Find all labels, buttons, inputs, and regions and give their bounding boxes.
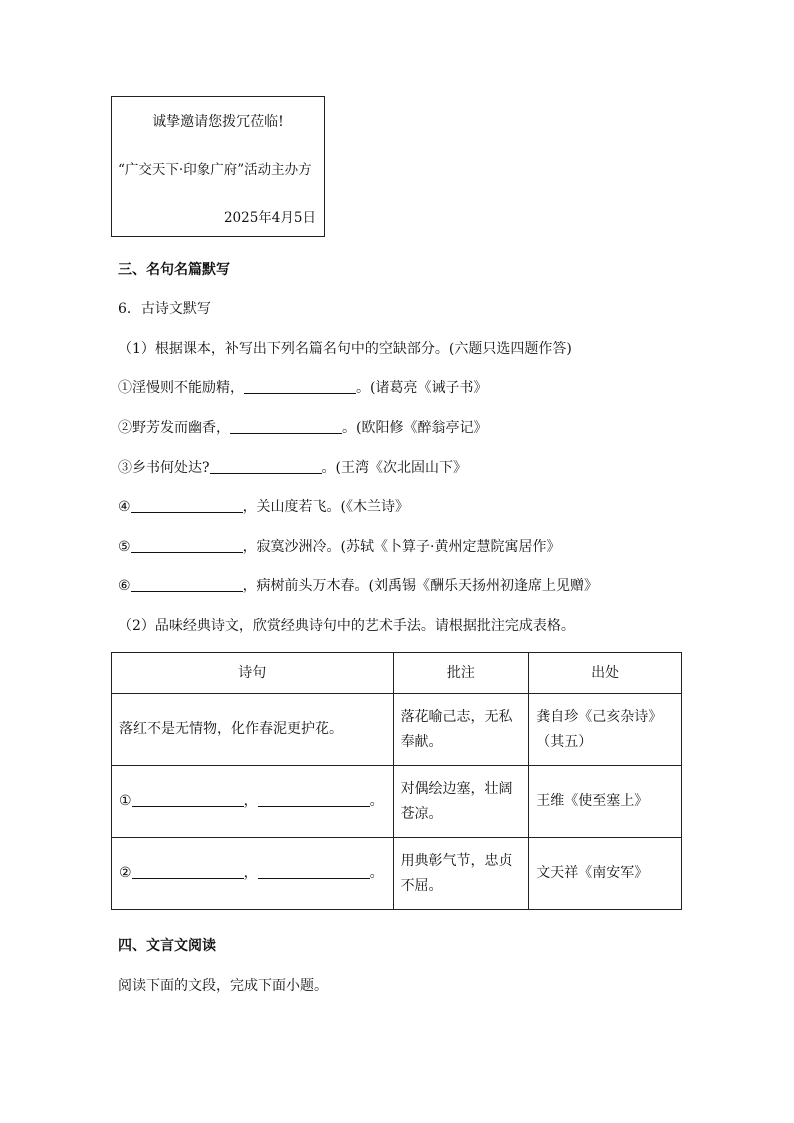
- note-cell: 对偶绘边塞，壮阔苍凉。: [393, 766, 529, 838]
- invitation-date: 2025年4月5日: [223, 210, 316, 226]
- invitation-organizer: “广交天下·印象广府”活动主办方: [118, 162, 312, 178]
- answer-blank[interactable]: [132, 864, 244, 879]
- answer-blank[interactable]: [244, 379, 356, 394]
- column-header: 诗句: [112, 653, 394, 694]
- table-row: [112, 766, 682, 838]
- note-cell: 用典彰气节，忠贞不屈。: [393, 838, 529, 910]
- fill-item-suffix: ，病树前头万木春。(刘禹锡《酬乐天扬州初逢席上见赠》: [242, 578, 599, 594]
- period: 。: [369, 793, 384, 809]
- fill-item-prefix: ②野芳发而幽香，: [118, 420, 230, 436]
- fill-item: [118, 457, 467, 477]
- comma: ，: [243, 865, 258, 881]
- section-title: 三、名句名篇默写: [118, 262, 230, 278]
- verse-number: ②: [119, 865, 132, 881]
- fill-item: [118, 536, 560, 556]
- invitation-line: 诚挚邀请您拨冗莅临!: [152, 114, 284, 130]
- fill-item: [118, 496, 409, 516]
- fill-item-suffix: ，关山度若飞。(《木兰诗》: [242, 499, 410, 515]
- answer-blank[interactable]: [230, 419, 342, 434]
- verse-cell: [112, 766, 394, 838]
- fill-item-suffix: 。(诸葛亮《诫子书》: [356, 380, 488, 396]
- fill-item-suffix: 。(欧阳修《醉翁亭记》: [342, 420, 488, 436]
- column-header: 出处: [529, 653, 682, 694]
- fill-item: [118, 417, 487, 437]
- source-cell: 龚自珍《己亥杂诗》（其五）: [529, 694, 682, 766]
- verse-number: ①: [119, 793, 132, 809]
- invitation-box: [111, 96, 325, 237]
- column-header: 批注: [393, 653, 529, 694]
- comma: ，: [243, 793, 258, 809]
- period: 。: [369, 865, 384, 881]
- note-cell: 落花喻己志，无私奉献。: [393, 694, 529, 766]
- question-instruction: （2）品味经典诗文，欣赏经典诗句中的艺术手法。请根据批注完成表格。: [118, 618, 575, 634]
- section-intro: 阅读下面的文段，完成下面小题。: [118, 978, 328, 994]
- fill-item-suffix: ，寂寞沙洲冷。(苏轼《卜算子·黄州定慧院寓居作》: [242, 539, 561, 555]
- table-row: [112, 838, 682, 910]
- answer-blank[interactable]: [131, 538, 243, 553]
- source-cell: 王维《使至塞上》: [529, 766, 682, 838]
- source-cell: 文天祥《南安军》: [529, 838, 682, 910]
- fill-item-prefix: ①淫慢则不能励精，: [118, 380, 244, 396]
- fill-item-prefix: ④: [118, 499, 131, 515]
- fill-item: [118, 575, 598, 595]
- question-heading: 6．古诗文默写: [118, 301, 211, 317]
- fill-item-prefix: ③乡书何处达?: [118, 460, 210, 476]
- table-row: [112, 694, 682, 766]
- answer-blank[interactable]: [258, 792, 370, 807]
- question-instruction: （1）根据课本，补写出下列名篇名句中的空缺部分。(六题只选四题作答): [118, 341, 572, 357]
- fill-item: [118, 377, 487, 397]
- poem-table: [111, 652, 682, 910]
- fill-item-prefix: ⑤: [118, 539, 131, 555]
- fill-item-suffix: 。(王湾《次北固山下》: [321, 460, 467, 476]
- section-title: 四、文言文阅读: [118, 938, 216, 954]
- table-header-row: [112, 653, 682, 694]
- answer-blank[interactable]: [132, 792, 244, 807]
- fill-item-prefix: ⑥: [118, 578, 131, 594]
- answer-blank[interactable]: [258, 864, 370, 879]
- verse-cell: [112, 838, 394, 910]
- verse-cell: 落红不是无情物，化作春泥更护花。: [112, 694, 394, 766]
- answer-blank[interactable]: [131, 498, 243, 513]
- answer-blank[interactable]: [210, 459, 322, 474]
- answer-blank[interactable]: [131, 577, 243, 592]
